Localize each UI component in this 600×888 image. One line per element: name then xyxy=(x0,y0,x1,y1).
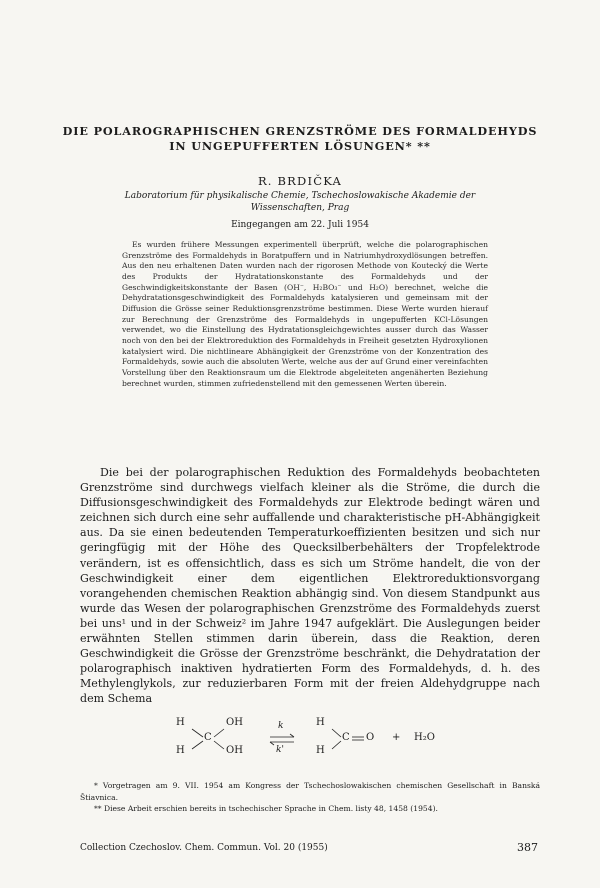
affiliation: Laboratorium für physikalische Chemie, Tschechoslowakische Akademie der Wissenschaften, Prag xyxy=(124,191,476,213)
scheme-c-left: C xyxy=(204,732,212,743)
scheme-k-prime: k' xyxy=(276,745,284,755)
scheme-oh-top: OH xyxy=(226,717,243,728)
footnote-1: * Vorgetragen am 9. VII. 1954 am Kongress der Tschechoslowakischen chemischen Gesellschaft in Banská Štiavnica. xyxy=(80,781,540,802)
scheme-oh-bottom: OH xyxy=(226,745,243,756)
scheme-h-bottom-right: H xyxy=(316,745,325,756)
page-number: 387 xyxy=(517,841,538,854)
scheme-h-bottom-left: H xyxy=(176,745,185,756)
journal-citation: Collection Czechoslov. Chem. Commun. Vol. 20 (1955) xyxy=(80,843,328,853)
scheme-h-top-right: H xyxy=(316,717,325,728)
title-line-1: DIE POLAROGRAPHISCHEN GRENZSTRÖME DES FORMALDEHYDS xyxy=(62,124,538,138)
scheme-k: k xyxy=(278,721,284,731)
received-date: Eingegangen am 22. Juli 1954 xyxy=(231,220,369,230)
paper-title xyxy=(60,124,540,154)
scheme-c-right: C xyxy=(342,732,350,743)
scheme-h-top-left: H xyxy=(176,717,185,728)
footnote-2: ** Diese Arbeit erschien bereits in tschechischer Sprache in Chem. listy 48, 1458 (1954). xyxy=(94,804,438,813)
reaction-scheme xyxy=(170,715,470,765)
author: R. BRDIČKA xyxy=(257,174,343,188)
body-paragraph: Die bei der polarographischen Reduktion des Formaldehyds beobachteten Grenzströme sind durchwegs vielfach kleiner als die Ströme, die durch die Diffusionsgeschwindigkeit des Formaldehyds zur Elektrode bedingt wären und zeichnen sich durch eine sehr auffallende und charakteristische pH-Abhängigkeit aus. Da sie einen bedeutenden Temperaturkoeffizienten besitzen und sich nur geringfügig mit der Höhe des Quecksilberbehälters der Tropfelektrode verändern, ist es offensichtlich, dass es sich um Ströme handelt, die von der Geschwindigkeit einer dem eigentlichen Elektroreduktionsvorgang vorangehenden chemischen Reaktion abhängig sind. Von diesem Standpunkt aus wurde das Wesen der polarographischen Grenzströme des Formaldehyds zuerst bei uns¹ und in der Schweiz² im Jahre 1947 aufgeklärt. Die Auslegungen beider erwähnten Stellen stimmen darin überein, dass die Reaktion, deren Geschwindigkeit die Grösse der Grenzströme beschränkt, die Dehydratation der polarographisch inaktiven hydratierten Form des Formaldehyds, d. h. des Methylenglykols, zur reduzierbaren Form mit der freien Aldehydgruppe nach dem Schema xyxy=(80,466,540,706)
scheme-plus: + xyxy=(392,732,401,743)
scheme-o: O xyxy=(366,732,375,743)
title-line-2: IN UNGEPUFFERTEN LÖSUNGEN* ** xyxy=(169,139,431,153)
footnotes xyxy=(80,780,540,815)
scheme-water: H₂O xyxy=(414,732,435,743)
abstract: Es wurden frühere Messungen experimentell überprüft, welche die polarographischen Grenzströme des Formaldehyds in Boratpuffern und in Natriumhydroxydlösungen betreffen. Aus den neu erhaltenen Daten wurden nach der rigorosen Methode von Koutecký die Werte des Produkts der Hydratationskonstante des Formaldehyds und der Geschwindigkeitskonstante der Basen (OH⁻, H₂BO₃⁻ und H₂O) berechnet, welche die Dehydratationsgeschwindigkeit des Formaldehyds katalysieren und gemeinsam mit der Diffusion die Grösse seiner Reduktionsgrenzströme bestimmen. Diese Werte wurden hierauf zur Berechnung der Grenzströme des Formaldehyds in ungepufferten KCl-Lösungen verwendet, wo die Einstellung des Hydratationsgleichgewichtes ausser durch das Wasser noch von den bei der Elektroreduktion des Formaldehyds in Freiheit gesetzten Hydroxylionen katalysiert wird. Die nichtlineare Abhängigkeit der Grenzströme von der Konzentration des Formaldehyds, sowie auch die absoluten Werte, welche aus der auf Grund einer vereinfachten Vorstellung über den Reaktionsraum um die Elektrode abgeleiteten angenäherten Beziehung berechnet wurden, stimmen zufriedenstellend mit den gemessenen Werten überein. xyxy=(122,240,488,388)
